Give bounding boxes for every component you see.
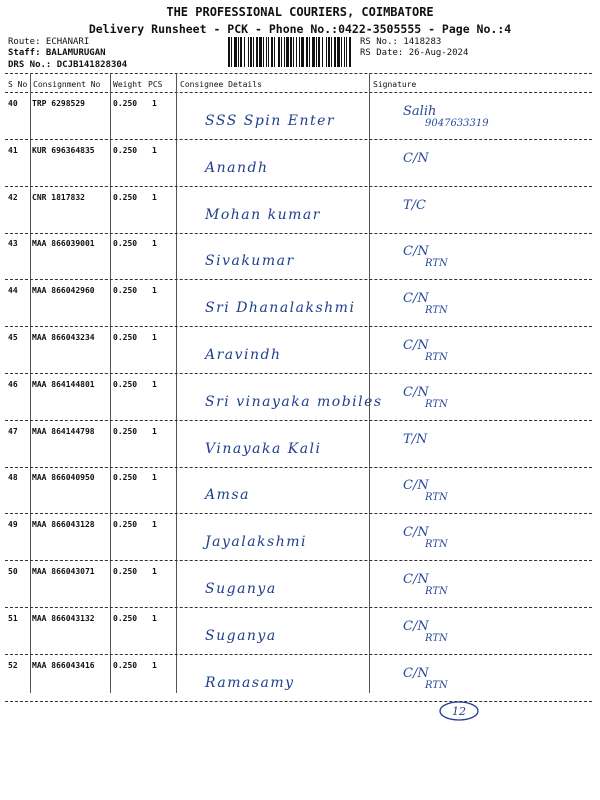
row-consignment-no: MAA 866043071 xyxy=(32,567,95,576)
barcode-bar xyxy=(250,37,252,67)
column-header-weight: Weight xyxy=(113,80,142,89)
row-weight: 0.250 xyxy=(113,613,138,623)
row-signature: C/N xyxy=(403,150,429,166)
barcode-bar xyxy=(326,37,327,67)
row-signature: C/N xyxy=(403,665,429,681)
row-consignee-handwritten: Sivakumar xyxy=(205,253,295,270)
barcode-bar xyxy=(309,37,310,67)
row-consignment-no: MAA 864144801 xyxy=(32,379,95,389)
row-signature: C/N xyxy=(403,525,429,541)
row-weight: 0.250 xyxy=(113,520,138,530)
row-consignment-no: MAA 866040950 xyxy=(32,473,95,483)
row-pcs: 1 xyxy=(152,333,157,342)
barcode-bar xyxy=(299,37,300,67)
row-consignee-handwritten: Vinayaka Kali xyxy=(205,440,322,457)
runsheet-subtitle: Delivery Runsheet - PCK - Phone No.:0422-3505555 - Page No.:4 xyxy=(88,22,512,36)
barcode-bar xyxy=(231,37,232,67)
page-number-text: 12 xyxy=(452,705,466,718)
rs-date: RS Date: 26-Aug-2024 xyxy=(360,48,469,58)
barcode-bar xyxy=(290,37,292,67)
row-weight: 0.250 xyxy=(113,99,138,108)
row-pcs: 1 xyxy=(152,426,157,436)
row-signature-note: RTN xyxy=(425,586,448,597)
row-sno: 51 xyxy=(8,613,18,623)
row-consignment-no: MAA 866042960 xyxy=(32,286,95,296)
row-sno: 46 xyxy=(8,379,18,389)
staff-label: Staff: BALAMURUGAN xyxy=(8,48,106,58)
table-row xyxy=(5,562,592,608)
row-weight: 0.250 xyxy=(113,660,138,670)
row-signature-note: RTN xyxy=(425,492,448,504)
barcode-bar xyxy=(244,37,245,67)
row-signature: T/N xyxy=(403,431,428,447)
row-pcs: 1 xyxy=(152,567,157,576)
runsheet-title: THE PROFESSIONAL COURIERS, COIMBATORE xyxy=(166,5,434,19)
row-weight: 0.250 xyxy=(113,379,138,389)
row-sno: 40 xyxy=(8,99,18,108)
barcode-bar xyxy=(238,37,239,67)
row-consignment-no: KUR 696364835 xyxy=(32,145,95,155)
barcode-bar xyxy=(322,37,323,67)
row-weight: 0.250 xyxy=(113,426,138,436)
row-pcs: 1 xyxy=(152,286,157,296)
table-row xyxy=(5,234,592,280)
row-pcs: 1 xyxy=(152,613,157,623)
barcode-bar xyxy=(344,37,345,67)
row-signature: Salih xyxy=(403,104,437,119)
row-sno: 48 xyxy=(8,473,18,483)
row-consignee-handwritten: SSS Spin Enter xyxy=(205,113,336,129)
row-signature: C/N xyxy=(403,618,429,634)
barcode-bar xyxy=(328,37,330,67)
drs-number: DRS No.: DCJB141828304 xyxy=(8,60,128,70)
barcode-bar xyxy=(248,37,249,67)
barcode-bar xyxy=(312,37,315,67)
row-consignment-no: MAA 866043128 xyxy=(32,520,95,530)
row-pcs: 1 xyxy=(152,520,157,530)
row-consignment-no: TRP 6298529 xyxy=(32,99,85,108)
row-sno: 44 xyxy=(8,286,18,296)
barcode-bar xyxy=(334,37,336,67)
row-consignee-handwritten: Ramasamy xyxy=(205,674,295,691)
row-pcs: 1 xyxy=(152,473,157,483)
row-pcs: 1 xyxy=(152,239,157,249)
row-pcs: 1 xyxy=(152,192,157,202)
row-signature: C/N xyxy=(403,244,429,260)
row-signature: T/C xyxy=(403,197,426,213)
row-sno: 43 xyxy=(8,239,18,249)
table-row xyxy=(5,188,592,234)
row-consignment-no: MAA 866043234 xyxy=(32,333,95,342)
barcode-bar xyxy=(286,37,289,67)
row-signature-note: RTN xyxy=(425,352,448,363)
column-header-consignee: Consignee Details xyxy=(180,80,262,89)
row-signature-note: RTN xyxy=(425,305,448,317)
row-consignee-handwritten: Jayalakshmi xyxy=(205,534,307,551)
barcode-bar xyxy=(274,37,275,67)
table-row xyxy=(5,328,592,374)
column-header-signature: Signature xyxy=(373,80,417,89)
barcode-bar xyxy=(349,37,351,67)
barcode-bar xyxy=(284,37,285,67)
row-signature: C/N xyxy=(403,384,429,400)
route-label: Route: ECHANARI xyxy=(8,37,90,47)
barcode-bar xyxy=(266,37,267,67)
row-pcs: 1 xyxy=(152,145,157,155)
row-signature: C/N xyxy=(403,572,429,587)
table-row xyxy=(5,141,592,187)
barcode-bar xyxy=(306,37,308,67)
row-pcs: 1 xyxy=(152,660,157,670)
barcode-bar xyxy=(253,37,254,67)
barcode-bar xyxy=(337,37,340,67)
row-signature-note: RTN xyxy=(425,258,448,270)
barcode-bar xyxy=(228,37,230,67)
barcode-bar xyxy=(293,37,294,67)
row-signature-note: RTN xyxy=(425,539,448,551)
row-consignment-no: MAA 864144798 xyxy=(32,426,95,436)
row-sno: 45 xyxy=(8,333,18,342)
row-weight: 0.250 xyxy=(113,567,138,576)
barcode-bar xyxy=(281,37,282,67)
barcode-bar xyxy=(259,37,262,67)
row-weight: 0.250 xyxy=(113,145,138,155)
row-divider xyxy=(5,701,592,702)
barcode-image xyxy=(228,37,352,67)
row-pcs: 1 xyxy=(152,379,157,389)
table-row xyxy=(5,468,592,514)
row-sno: 47 xyxy=(8,426,18,436)
barcode-bar xyxy=(271,37,273,67)
table-row xyxy=(5,375,592,421)
row-consignee-handwritten: Aravindh xyxy=(205,347,282,363)
rs-number: RS No.: 1418283 xyxy=(360,37,442,47)
row-sno: 52 xyxy=(8,660,18,670)
barcode-bar xyxy=(318,37,320,67)
row-consignee-handwritten: Amsa xyxy=(205,487,250,504)
header-top-rule xyxy=(5,73,592,74)
row-signature-note: RTN xyxy=(425,632,448,644)
row-signature: C/N xyxy=(403,478,429,494)
barcode-bar xyxy=(331,37,332,67)
barcode-bar xyxy=(234,37,237,67)
table-row xyxy=(5,609,592,655)
barcode-bar xyxy=(346,37,347,67)
row-weight: 0.250 xyxy=(113,286,138,296)
table-row xyxy=(5,422,592,468)
row-consignee-handwritten: Suganya xyxy=(205,627,277,644)
column-header-consignment: Consignment No xyxy=(33,80,101,89)
table-row xyxy=(5,656,592,702)
page-number-mark xyxy=(438,700,480,722)
header-bottom-rule xyxy=(5,92,592,93)
row-consignee-handwritten: Mohan kumar xyxy=(205,206,321,223)
row-weight: 0.250 xyxy=(113,333,138,342)
barcode-bar xyxy=(240,37,242,67)
row-consignee-handwritten: Sri Dhanalakshmi xyxy=(205,300,356,317)
row-pcs: 1 xyxy=(152,99,157,108)
barcode-bar xyxy=(296,37,297,67)
row-sno: 42 xyxy=(8,192,18,202)
barcode-bar xyxy=(268,37,269,67)
column-header-pcs: PCS xyxy=(148,80,163,89)
row-weight: 0.250 xyxy=(113,473,138,483)
row-consignment-no: MAA 866043416 xyxy=(32,660,95,670)
row-signature: C/N xyxy=(403,338,429,353)
table-row xyxy=(5,281,592,327)
row-sno: 49 xyxy=(8,520,18,530)
row-signature-note: RTN xyxy=(425,679,448,691)
barcode-bar xyxy=(256,37,258,67)
barcode-bar xyxy=(316,37,317,67)
row-weight: 0.250 xyxy=(113,239,138,249)
barcode-bar xyxy=(278,37,280,67)
barcode-bar xyxy=(301,37,304,67)
row-signature-note: 9047633319 xyxy=(425,118,489,129)
column-header-sno: S No xyxy=(8,80,28,89)
row-consignee-handwritten: Sri vinayaka mobiles xyxy=(205,393,383,410)
row-consignment-no: MAA 866043132 xyxy=(32,613,95,623)
table-row xyxy=(5,515,592,561)
barcode-bar xyxy=(341,37,342,67)
barcode-bar xyxy=(263,37,264,67)
row-weight: 0.250 xyxy=(113,192,138,202)
row-consignment-no: CNR 1817832 xyxy=(32,192,85,202)
row-consignment-no: MAA 866039001 xyxy=(32,239,95,249)
table-row xyxy=(5,94,592,140)
row-sno: 50 xyxy=(8,567,18,576)
row-consignee-handwritten: Anandh xyxy=(205,159,269,176)
row-consignee-handwritten: Suganya xyxy=(205,581,277,597)
row-sno: 41 xyxy=(8,145,18,155)
row-signature: C/N xyxy=(403,291,429,307)
row-signature-note: RTN xyxy=(425,398,448,410)
